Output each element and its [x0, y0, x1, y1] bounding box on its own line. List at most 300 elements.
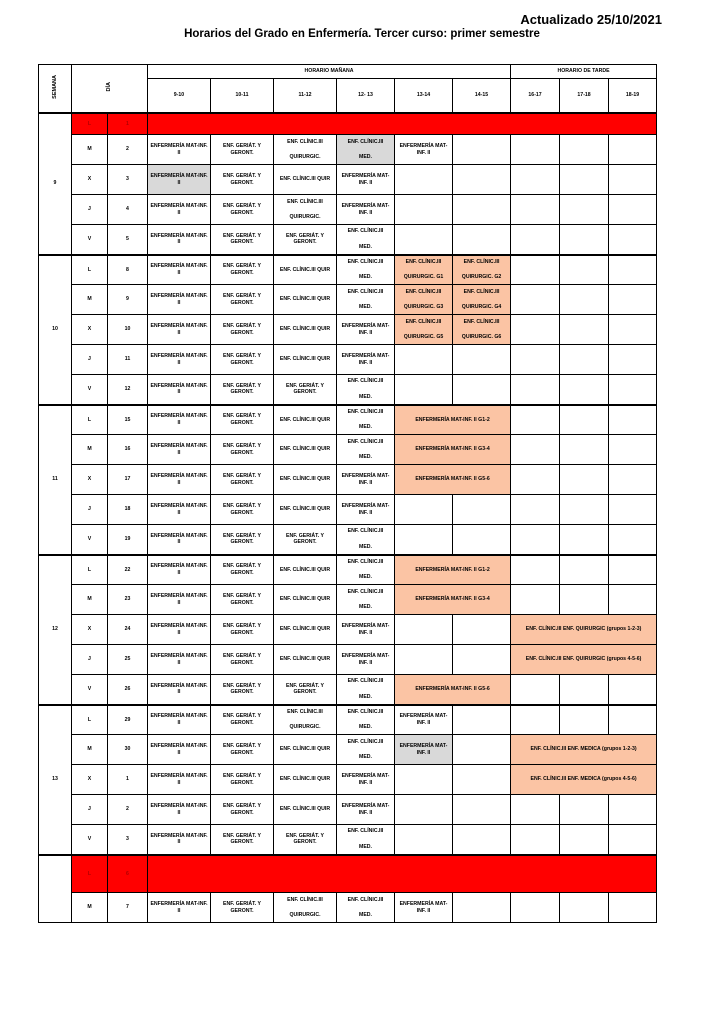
day-row [39, 525, 657, 555]
class-cell [337, 225, 395, 255]
class-detail: MED. [359, 243, 372, 250]
class-subject: ENF. CLÍNIC.III [463, 318, 500, 325]
class-cell: ENF. GERIÁT. Y GERONT. [211, 735, 274, 765]
class-cell [453, 255, 511, 285]
class-cell: ENFERMERÍA MAT-INF. II [337, 195, 395, 225]
class-cell [337, 405, 395, 435]
empty-cell [395, 645, 453, 675]
class-detail: QUIRURGIC. [289, 154, 321, 160]
empty-cell [609, 315, 657, 345]
day-row [39, 165, 657, 195]
class-subject: ENF. CLÍNIC.III [405, 258, 442, 265]
empty-cell [609, 705, 657, 735]
day-row [39, 345, 657, 375]
class-subject: ENF. CLÍNIC.III [347, 378, 384, 385]
class-cell [337, 893, 395, 923]
empty-cell [511, 465, 560, 495]
class-cell: ENF. GERIÁT. Y GERONT. [211, 615, 274, 645]
class-subject: ENF. CLÍNIC.III [463, 288, 500, 295]
empty-cell [560, 465, 609, 495]
day-row [39, 855, 657, 893]
class-cell [395, 285, 453, 315]
empty-cell [609, 795, 657, 825]
day-letter: L [72, 705, 108, 735]
page-title: Horarios del Grado en Enfermería. Tercer curso: primer semestre [184, 28, 540, 40]
day-number: 10 [108, 315, 148, 345]
class-cell: ENF. CLÍNIC.III ENF. MEDICA (grupos 1-2-3) [511, 735, 657, 765]
class-cell: ENF. GERIÁT. Y GERONT. [211, 315, 274, 345]
empty-cell [560, 705, 609, 735]
class-cell: ENFERMERÍA MAT-INF. II G5-6 [395, 465, 511, 495]
empty-cell [609, 585, 657, 615]
empty-cell [453, 615, 511, 645]
empty-cell [453, 525, 511, 555]
class-subject: ENF. CLÍNIC.III [347, 708, 384, 715]
empty-cell [560, 825, 609, 855]
class-cell: ENF. CLÍNIC.III QUIR [274, 405, 337, 435]
empty-cell [453, 795, 511, 825]
class-cell: ENF. GERIÁT. Y GERONT. [274, 825, 337, 855]
class-subject: ENF. CLÍNIC.III [287, 896, 323, 903]
class-detail: QUIRURGIC. G6 [461, 334, 502, 340]
empty-cell [511, 195, 560, 225]
class-cell: ENF. CLÍNIC.III ENF. MEDICA (grupos 4-5-6) [511, 765, 657, 795]
day-letter: M [72, 435, 108, 465]
day-number: 29 [108, 705, 148, 735]
class-cell: ENFERMERÍA MAT-INF. II [148, 645, 211, 675]
class-detail: QUIRURGIC. G5 [403, 334, 444, 340]
class-subject: ENF. CLÍNIC.III [347, 678, 384, 685]
day-row [39, 225, 657, 255]
empty-cell [453, 825, 511, 855]
class-cell: ENF. GERIÁT. Y GERONT. [211, 795, 274, 825]
class-cell: ENFERMERÍA MAT-INF. II [148, 495, 211, 525]
class-cell: ENFERMERÍA MAT-INF. II [337, 165, 395, 195]
class-cell [337, 825, 395, 855]
class-cell: ENFERMERÍA MAT-INF. II [148, 345, 211, 375]
class-detail: MED. [359, 393, 372, 400]
class-cell: ENF. CLÍNIC.III QUIR [274, 285, 337, 315]
day-number: 7 [108, 893, 148, 923]
class-subject: ENF. CLÍNIC.III [347, 438, 384, 445]
day-letter: L [72, 555, 108, 585]
class-cell: ENF. CLÍNIC.III QUIR [274, 435, 337, 465]
day-number: 3 [108, 825, 148, 855]
day-row [39, 435, 657, 465]
class-cell: ENF. GERIÁT. Y GERONT. [211, 435, 274, 465]
day-letter: J [72, 195, 108, 225]
class-cell: ENF. GERIÁT. Y GERONT. [211, 135, 274, 165]
empty-cell [511, 675, 560, 705]
empty-cell [395, 165, 453, 195]
day-number: 12 [108, 375, 148, 405]
empty-cell [453, 735, 511, 765]
empty-cell [560, 285, 609, 315]
day-row [39, 585, 657, 615]
empty-cell [453, 645, 511, 675]
empty-cell [511, 705, 560, 735]
dia-header [72, 65, 148, 113]
class-subject: ENF. CLÍNIC.III [405, 288, 442, 295]
class-cell: ENFERMERÍA MAT-INF. II [148, 435, 211, 465]
empty-cell [453, 225, 511, 255]
class-subject: ENF. CLÍNIC.III [347, 828, 384, 835]
empty-cell [560, 345, 609, 375]
day-row [39, 195, 657, 225]
class-cell [337, 375, 395, 405]
week-number: 13 [39, 705, 72, 855]
class-cell: ENF. CLÍNIC.III QUIR [274, 165, 337, 195]
class-cell: ENF. CLÍNIC.III QUIR [274, 615, 337, 645]
class-cell: ENFERMERÍA MAT-INF. II [395, 893, 453, 923]
day-letter: M [72, 285, 108, 315]
empty-cell [560, 435, 609, 465]
class-subject: ENF. CLÍNIC.III [463, 258, 500, 265]
time-slot-header: 14-15 [453, 79, 511, 113]
class-detail: QUIRURGIC. [289, 214, 321, 220]
empty-cell [453, 135, 511, 165]
class-detail: QUIRURGIC. [289, 724, 321, 731]
day-number: 11 [108, 345, 148, 375]
class-cell: ENF. CLÍNIC.III ENF. QUIRURGIC (grupos 4-5-6) [511, 645, 657, 675]
empty-cell [560, 585, 609, 615]
class-detail: MED. [359, 424, 372, 431]
day-row [39, 735, 657, 765]
class-cell: ENFERMERÍA MAT-INF. II [148, 315, 211, 345]
day-number: 24 [108, 615, 148, 645]
class-cell: ENF. GERIÁT. Y GERONT. [211, 345, 274, 375]
day-number: 4 [108, 195, 148, 225]
day-number: 19 [108, 525, 148, 555]
class-cell: ENFERMERÍA MAT-INF. II G5-6 [395, 675, 511, 705]
empty-cell [395, 795, 453, 825]
class-cell: ENFERMERÍA MAT-INF. II [148, 675, 211, 705]
empty-cell [511, 165, 560, 195]
class-cell: ENFERMERÍA MAT-INF. II [148, 795, 211, 825]
empty-cell [453, 375, 511, 405]
class-cell: ENFERMERÍA MAT-INF. II [148, 375, 211, 405]
class-cell: ENF. GERIÁT. Y GERONT. [211, 585, 274, 615]
class-cell: ENFERMERÍA MAT-INF. II [148, 825, 211, 855]
class-cell: ENFERMERÍA MAT-INF. II [337, 345, 395, 375]
day-row [39, 615, 657, 645]
day-row [39, 315, 657, 345]
empty-cell [511, 525, 560, 555]
class-cell: ENF. CLÍNIC.III QUIR [274, 735, 337, 765]
class-cell: ENFERMERÍA MAT-INF. II [148, 255, 211, 285]
day-row [39, 825, 657, 855]
day-number: 23 [108, 585, 148, 615]
class-cell: ENFERMERÍA MAT-INF. II [148, 525, 211, 555]
class-subject: ENF. CLÍNIC.III [347, 738, 384, 745]
class-cell [337, 525, 395, 555]
semana-header [39, 65, 72, 113]
empty-cell [609, 825, 657, 855]
class-cell [274, 893, 337, 923]
class-cell: ENFERMERÍA MAT-INF. II [148, 893, 211, 923]
day-number: 2 [108, 135, 148, 165]
class-subject: ENF. CLÍNIC.III [347, 288, 384, 295]
day-row [39, 465, 657, 495]
day-letter: X [72, 465, 108, 495]
class-cell: ENFERMERÍA MAT-INF. II [337, 615, 395, 645]
empty-cell [609, 435, 657, 465]
class-cell: ENF. GERIÁT. Y GERONT. [211, 375, 274, 405]
empty-cell [511, 405, 560, 435]
day-number: 25 [108, 645, 148, 675]
day-letter: J [72, 495, 108, 525]
day-letter: L [72, 405, 108, 435]
class-cell [337, 555, 395, 585]
empty-cell [395, 825, 453, 855]
empty-cell [609, 893, 657, 923]
class-detail: MED. [359, 843, 372, 850]
empty-cell [511, 255, 560, 285]
class-cell [337, 705, 395, 735]
empty-cell [395, 495, 453, 525]
week-number: 11 [39, 405, 72, 555]
class-cell: ENF. GERIÁT. Y GERONT. [211, 555, 274, 585]
empty-cell [609, 525, 657, 555]
class-subject: ENF. CLÍNIC.III [287, 138, 323, 145]
class-cell: ENFERMERÍA MAT-INF. II [148, 615, 211, 645]
class-subject: ENF. CLÍNIC.III [405, 318, 442, 325]
class-cell: ENFERMERÍA MAT-INF. II [148, 555, 211, 585]
class-subject: ENF. CLÍNIC.III [347, 588, 384, 595]
updated-date: Actualizado 25/10/2021 [520, 12, 662, 27]
time-slot-header: 13-14 [395, 79, 453, 113]
empty-cell [453, 165, 511, 195]
class-cell: ENF. GERIÁT. Y GERONT. [211, 675, 274, 705]
empty-cell [395, 525, 453, 555]
class-subject: ENF. CLÍNIC.III [347, 558, 384, 565]
empty-cell [560, 795, 609, 825]
day-row [39, 255, 657, 285]
class-cell: ENFERMERÍA MAT-INF. II [148, 765, 211, 795]
day-letter: L [72, 113, 108, 135]
class-cell: ENFERMERÍA MAT-INF. II G3-4 [395, 435, 511, 465]
empty-cell [453, 495, 511, 525]
class-cell: ENFERMERÍA MAT-INF. II [148, 465, 211, 495]
class-cell: ENF. CLÍNIC.III ENF. QUIRURGIC (grupos 1-2-3) [511, 615, 657, 645]
class-cell: ENF. CLÍNIC.III QUIR [274, 585, 337, 615]
class-cell [274, 135, 337, 165]
class-cell: ENFERMERÍA MAT-INF. II [395, 735, 453, 765]
semana-label: SEMANA [51, 75, 58, 99]
day-letter: M [72, 735, 108, 765]
day-row [39, 705, 657, 735]
class-cell: ENFERMERÍA MAT-INF. II [148, 585, 211, 615]
empty-cell [560, 135, 609, 165]
day-number: 26 [108, 675, 148, 705]
class-cell: ENFERMERÍA MAT-INF. II [148, 705, 211, 735]
empty-cell [609, 225, 657, 255]
empty-cell [395, 765, 453, 795]
class-detail: QUIRURGIC. G3 [403, 304, 444, 310]
day-row [39, 285, 657, 315]
class-cell: ENF. GERIÁT. Y GERONT. [211, 165, 274, 195]
class-cell: ENF. GERIÁT. Y GERONT. [211, 893, 274, 923]
empty-cell [511, 555, 560, 585]
day-letter: L [72, 855, 108, 893]
class-cell: ENF. GERIÁT. Y GERONT. [211, 645, 274, 675]
week-number: 12 [39, 555, 72, 705]
day-number: 8 [108, 255, 148, 285]
time-slot-header: 10-11 [211, 79, 274, 113]
class-subject: ENF. CLÍNIC.III [287, 198, 323, 205]
class-cell: ENF. GERIÁT. Y GERONT. [211, 195, 274, 225]
day-number: 5 [108, 225, 148, 255]
empty-cell [609, 195, 657, 225]
day-letter: X [72, 315, 108, 345]
day-number: 6 [108, 855, 148, 893]
class-detail: QUIRURGIC. [289, 912, 321, 918]
class-cell [274, 195, 337, 225]
empty-cell [609, 465, 657, 495]
class-cell: ENFERMERÍA MAT-INF. II [395, 705, 453, 735]
empty-cell [453, 195, 511, 225]
class-cell: ENF. CLÍNIC.III QUIR [274, 255, 337, 285]
class-cell [337, 435, 395, 465]
afternoon-header: HORARIO DE TARDE [511, 65, 657, 79]
class-cell: ENF. GERIÁT. Y GERONT. [211, 465, 274, 495]
class-cell: ENFERMERÍA MAT-INF. II [337, 645, 395, 675]
day-number: 18 [108, 495, 148, 525]
class-cell: ENF. CLÍNIC.III QUIR [274, 465, 337, 495]
time-slot-header: 18-19 [609, 79, 657, 113]
day-letter: M [72, 585, 108, 615]
class-cell: ENF. GERIÁT. Y GERONT. [274, 225, 337, 255]
empty-cell [560, 675, 609, 705]
class-cell [337, 285, 395, 315]
day-letter: X [72, 765, 108, 795]
empty-cell [609, 495, 657, 525]
week-number: 10 [39, 255, 72, 405]
class-subject: ENF. CLÍNIC.III [347, 528, 384, 535]
class-cell [337, 675, 395, 705]
class-detail: QUIRURGIC. G2 [461, 274, 502, 281]
empty-cell [453, 345, 511, 375]
class-detail: MED. [359, 693, 372, 700]
class-detail: MED. [359, 724, 372, 731]
empty-cell [609, 345, 657, 375]
day-number: 3 [108, 165, 148, 195]
day-letter: M [72, 135, 108, 165]
class-cell: ENF. CLÍNIC.III QUIR [274, 345, 337, 375]
class-cell: ENF. GERIÁT. Y GERONT. [274, 525, 337, 555]
empty-cell [609, 375, 657, 405]
class-cell: ENFERMERÍA MAT-INF. II [148, 225, 211, 255]
class-cell [395, 255, 453, 285]
day-row [39, 675, 657, 705]
empty-cell [560, 555, 609, 585]
day-letter: V [72, 825, 108, 855]
day-letter: J [72, 645, 108, 675]
day-letter: J [72, 795, 108, 825]
day-row [39, 113, 657, 135]
empty-cell [511, 825, 560, 855]
empty-cell [560, 165, 609, 195]
class-detail: MED. [359, 543, 372, 550]
class-cell: ENFERMERÍA MAT-INF. II [337, 495, 395, 525]
empty-cell [511, 495, 560, 525]
class-cell: ENFERMERÍA MAT-INF. II G3-4 [395, 585, 511, 615]
class-subject: ENF. CLÍNIC.III [347, 408, 384, 415]
class-cell: ENF. GERIÁT. Y GERONT. [211, 285, 274, 315]
day-row [39, 893, 657, 923]
dia-label: DÍA [106, 82, 113, 92]
day-number: 2 [108, 795, 148, 825]
time-slot-header: 16-17 [511, 79, 560, 113]
empty-cell [609, 135, 657, 165]
class-detail: MED. [359, 454, 372, 460]
day-row [39, 375, 657, 405]
empty-cell [511, 585, 560, 615]
empty-cell [511, 225, 560, 255]
empty-cell [560, 195, 609, 225]
class-cell: ENF. GERIÁT. Y GERONT. [211, 765, 274, 795]
empty-cell [453, 893, 511, 923]
day-row [39, 555, 657, 585]
empty-cell [395, 195, 453, 225]
holiday-band [148, 855, 657, 893]
day-letter: V [72, 375, 108, 405]
class-cell: ENFERMERÍA MAT-INF. II [337, 315, 395, 345]
empty-cell [560, 405, 609, 435]
class-cell [337, 135, 395, 165]
empty-cell [560, 525, 609, 555]
class-cell: ENF. GERIÁT. Y GERONT. [211, 495, 274, 525]
day-number: 16 [108, 435, 148, 465]
empty-cell [609, 555, 657, 585]
day-letter: J [72, 345, 108, 375]
day-row [39, 135, 657, 165]
class-cell: ENFERMERÍA MAT-INF. II G1-2 [395, 555, 511, 585]
empty-cell [511, 345, 560, 375]
class-detail: QUIRURGIC. G4 [461, 304, 502, 310]
day-letter: V [72, 675, 108, 705]
day-letter: L [72, 255, 108, 285]
class-cell: ENFERMERÍA MAT-INF. II [148, 405, 211, 435]
class-cell: ENF. CLÍNIC.III QUIR [274, 555, 337, 585]
class-cell [337, 735, 395, 765]
week-number [39, 855, 72, 923]
empty-cell [609, 675, 657, 705]
class-cell: ENF. GERIÁT. Y GERONT. [211, 255, 274, 285]
day-number: 15 [108, 405, 148, 435]
empty-cell [395, 225, 453, 255]
class-subject: ENF. CLÍNIC.III [347, 258, 384, 265]
empty-cell [609, 285, 657, 315]
empty-cell [511, 435, 560, 465]
class-cell: ENFERMERÍA MAT-INF. II [148, 195, 211, 225]
class-cell: ENFERMERÍA MAT-INF. II [148, 735, 211, 765]
class-detail: MED. [359, 304, 372, 310]
class-subject: ENF. CLÍNIC.III [347, 896, 384, 903]
class-cell [337, 255, 395, 285]
class-cell: ENFERMERÍA MAT-INF. II [148, 285, 211, 315]
class-cell: ENFERMERÍA MAT-INF. II [337, 465, 395, 495]
class-detail: MED. [359, 604, 372, 610]
time-slot-header: 9-10 [148, 79, 211, 113]
schedule-table [38, 64, 657, 923]
empty-cell [511, 795, 560, 825]
class-cell: ENF. CLÍNIC.III QUIR [274, 765, 337, 795]
class-subject: ENF. CLÍNIC.III [347, 138, 384, 145]
class-detail: MED. [359, 154, 372, 160]
empty-cell [511, 375, 560, 405]
class-cell: ENF. GERIÁT. Y GERONT. [211, 825, 274, 855]
